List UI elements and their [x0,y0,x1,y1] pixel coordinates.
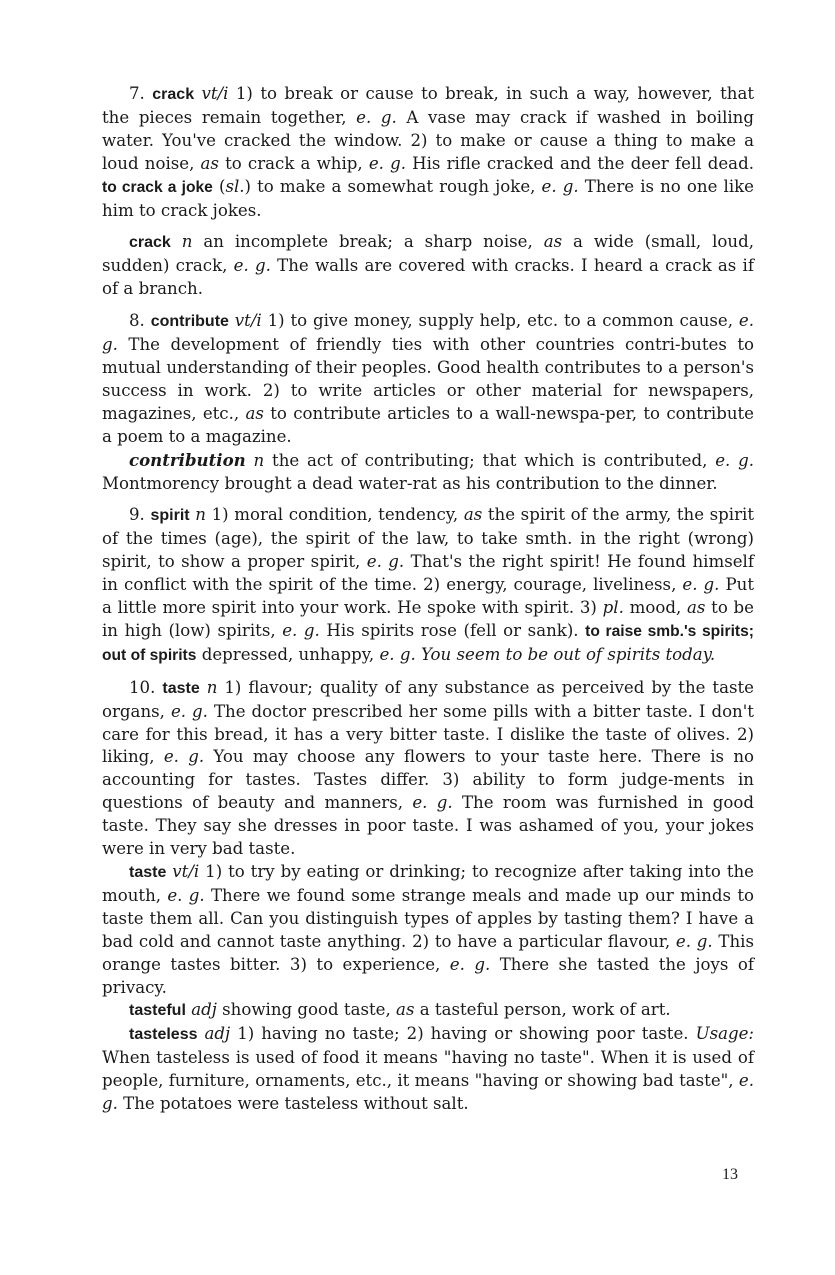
as-marker: as [686,598,706,618]
part-of-speech: adj [191,1000,217,1020]
example-text: You seem to be out of spirits today. [415,644,716,664]
style-label: sl. [225,176,245,196]
definition-text: The doctor prescribed her some pills with a bitter taste. I don't care for this bread, it has a very bitter taste. I dislike the taste of olives. 2) liking, [102,701,754,767]
example-marker: e. g. [163,747,205,767]
example-marker: e. g. [368,153,406,173]
definition-text: The room was furnished in good taste. They say she dresses in poor taste. I was ashamed of you, your jokes were in very bad taste. [102,793,754,859]
part-of-speech: n [195,505,206,525]
entry-number: 7. [129,84,145,103]
definition-text: a wide (small, loud, sudden) crack, [102,232,754,276]
as-marker: as [245,403,264,423]
example-marker: e. g. [167,885,205,905]
definition-text: a tasteful person, work of art. [414,1000,671,1020]
example-marker: e. g. [412,793,453,813]
example-marker: e. g. [366,552,405,572]
definition-text: 1) having no taste; 2) having or showing poor taste. [230,1024,696,1044]
definition-text: 1) to give money, supply help, etc. to a common cause, [261,311,739,331]
headword: contribution [129,449,246,470]
entry-crack-verb [102,83,754,222]
definition-text: showing good taste, [216,1000,397,1020]
as-marker: as [200,153,219,173]
definition-text: ) to make a somewhat rough joke, [244,176,542,196]
dictionary-page [102,83,754,1116]
part-of-speech: adj [204,1024,231,1044]
entry-number: 10. [129,677,156,697]
headword: taste [162,679,200,697]
definition-text: mood, [623,598,687,618]
definition-text: an incomplete break; a sharp noise, [192,232,544,252]
entry-number: 8. [129,311,145,331]
definition-text: The potatoes were tasteless without salt. [117,1094,469,1114]
part-of-speech: n [181,232,193,252]
entry-taste-noun [102,677,754,861]
headword: tasteless [129,1026,198,1044]
part-of-speech: vt/i [234,311,262,331]
headword: crack [152,86,195,103]
entry-taste-verb [102,861,754,999]
entry-tasteless [102,1023,754,1116]
entry-tasteful [102,999,754,1023]
definition-text: His spirits rose (fell or sank). [319,620,586,640]
definition-text: A vase may crack if washed in boiling water. You've cracked the window. 2) to make or cause a thing to make a loud noise, [102,107,754,173]
definition-text: 1) moral condition, tendency, [205,505,464,525]
page-number: 13 [722,1166,738,1183]
headword: spirit [150,507,190,525]
example-marker: e. g. [282,620,320,640]
as-marker: as [543,232,563,252]
definition-text: Montmorency brought a dead water-rat as his contribution to the dinner. [102,473,718,493]
definition-text: There she tasted the joys of privacy. [102,954,754,997]
definition-text: 1) flavour; quality of any substance as perceived by the taste organs, [102,677,754,721]
example-marker: e. g. [170,701,208,721]
definition-text: This orange tastes bitter. 3) to experience, [102,931,754,974]
definition-text: There we found some strange meals and made up our minds to taste them all. Can you distinguish types of apples by tasting them? I have a bad cold and cannot taste anything. 2) to have a particular flavour, [102,885,754,951]
definition-text: the act of contributing; that which is contributed, [264,450,716,470]
definition-text: The walls are covered with cracks. I heard a crack as if of a branch. [102,256,754,299]
entry-contribution [102,449,754,496]
definition-text: His rifle cracked and the deer fell dead. [406,153,754,173]
definition-text: ( [212,176,226,196]
usage-label: Usage: [695,1024,755,1044]
as-marker: as [463,505,483,525]
part-of-speech: vt/i [172,862,200,881]
example-marker: e. g. [675,931,713,951]
part-of-speech: vt/i [201,84,229,103]
example-marker: e. g. [356,107,397,127]
definition-text: When tasteless is used of food it means "having no taste". When it is used of people, furniture, ornaments, etc., it means "having or showing bad taste", [102,1048,754,1091]
definition-text: Put a little more spirit into your work. He spoke with spirit. 3) [102,575,754,618]
plural-label: pl. [602,598,624,618]
entry-crack-noun [102,231,754,301]
part-of-speech: n [253,450,265,470]
example-marker: e. g. [449,954,491,974]
definition-text: to crack a whip, [218,153,369,173]
example-marker: e. g. [102,311,754,355]
definition-text: 1) to break or cause to break, in such a way, however, that the pieces remain together, [102,84,755,127]
definition-text: There is no one like him to crack jokes. [102,176,754,220]
definition-text: depressed, unhappy, [196,644,380,664]
entry-number: 9. [129,505,145,525]
example-marker: e. g. [379,644,416,664]
definition-text: That's the right spirit! He found himself in conflict with the spirit of the time. 2) energy, courage, liveliness, [102,552,754,595]
example-marker: e. g. [233,256,271,276]
part-of-speech: n [206,677,218,697]
headword: taste [129,864,167,881]
entry-contribute [102,310,754,448]
example-marker: e. g. [682,575,720,595]
headword: contribute [150,313,229,331]
example-marker: e. g. [715,450,754,470]
example-marker: e. g. [541,176,579,196]
definition-text: to contribute articles to a wall-newspa-per, to contribute a poem to a magazine. [102,403,754,446]
example-marker: e. g. [102,1071,754,1114]
definition-text: 1) to try by eating or drinking; to recognize after taking into the mouth, [102,862,754,905]
as-marker: as [396,1000,415,1020]
phrase: to raise smb.'s spirits; out of spirits [102,622,754,664]
definition-text: to be in high (low) spirits, [102,598,754,640]
definition-text: the spirit of the army, the spirit of the times (age), the spirit of the law, to take smth. in the right (wrong) spirit, to show a proper spirit, [102,505,755,572]
headword: crack [129,234,171,252]
definition-text: You may choose any flowers to your taste here. There is no accounting for tastes. Tastes differ. 3) ability to form judge-ments in questions of beauty and manners, [102,747,754,813]
phrase: to crack a joke [102,178,213,196]
entry-spirit [102,504,754,667]
definition-text: The development of friendly ties with other countries contri-butes to mutual understanding of their peoples. Good health contributes to a person's success in work. 2) to write articles or other material for newspapers, magazines, etc., [102,335,754,423]
headword: tasteful [129,1002,186,1020]
